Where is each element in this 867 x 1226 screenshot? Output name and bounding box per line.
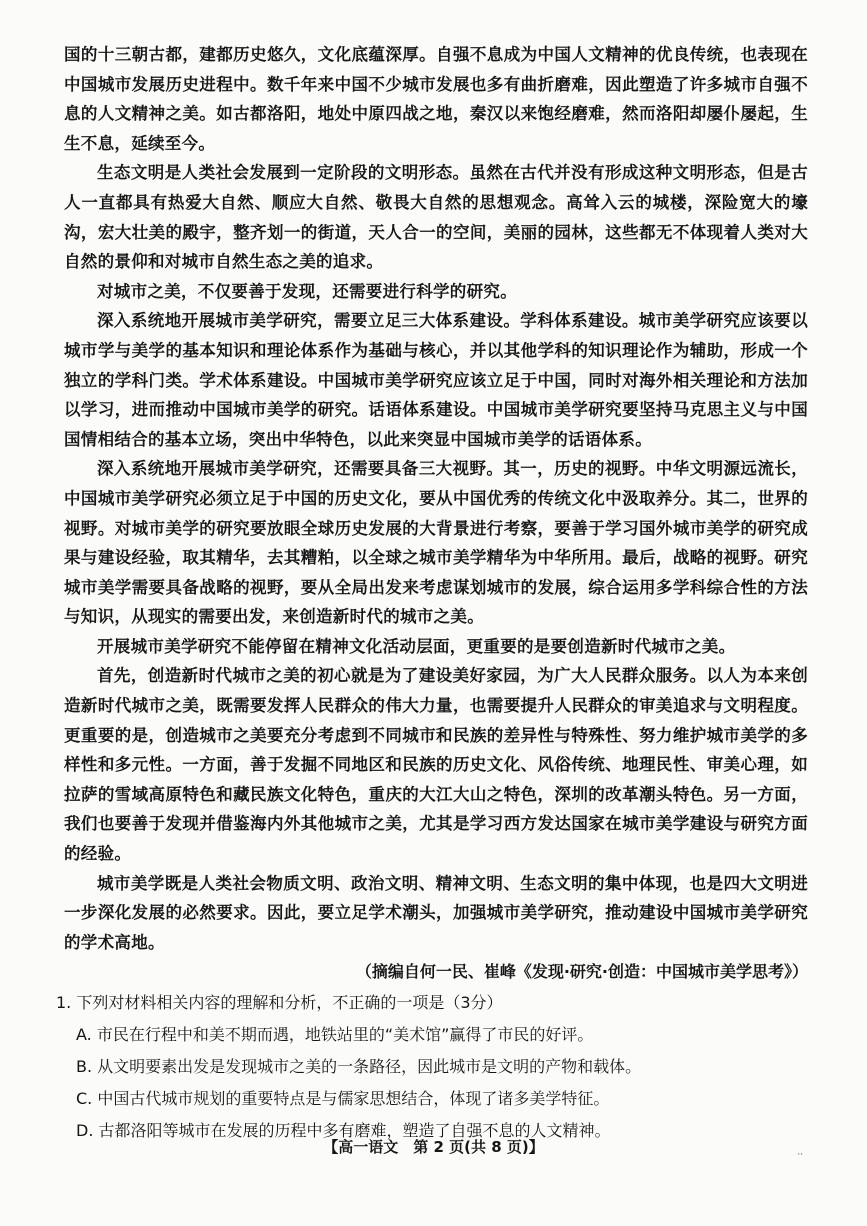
question-stem: 1. 下列对材料相关内容的理解和分析，不正确的一项是（3分） [56, 993, 503, 1013]
page-footer: 【高一语文 第 2 页(共 8 页)】 [323, 1138, 544, 1156]
paragraph-ecology: 生态文明是人类社会发展到一定阶段的文明形态。虽然在古代并没有形成这种文明形态，但是古人一直都具有热爱大自然、顺应大自然、敬畏大自然的思想观念。高耸入云的城楼，深险宽大的壕沟，宏大壮美的殿宇，整齐划一的街道，天人合一的空间，美丽的园林，这些都无不体现着人类对大自然的景仰和对城市自然生态之美的追求。 [64, 163, 808, 272]
paragraph-continuation: 国的十三朝古都，建都历史悠久，文化底蕴深厚。自强不息成为中国人文精神的优良传统，也表现在中国城市发展历史进程中。数千年来中国不少城市发展也多有曲折磨难，因此塑造了许多城市自强不息的人文精神之美。如古都洛阳，地处中原四战之地，秦汉以来饱经磨难，然而洛阳却屡仆屡起，生生不息，延续至今。 [64, 45, 808, 153]
option-a: A. 市民在行程中和美不期而遇，地铁站里的“美术馆”赢得了市民的好评。 [76, 1025, 594, 1045]
corner-mark: ·· [797, 1150, 803, 1160]
paragraph-research-intro: 对城市之美，不仅要善于发现，还需要进行科学的研究。 [97, 281, 517, 301]
question-1 [56, 987, 808, 1147]
paragraph-three-perspectives: 深入系统地开展城市美学研究，还需要具备三大视野。其一，历史的视野。中华文明源远流长，中国城市美学研究必须立足于中国的历史文化，要从中国优秀的传统文化中汲取养分。其二，世界的视野。对城市美学的研究要放眼全球历史发展的大背景进行考察，要善于学习国外城市美学的研究成果与建设经验，取其精华，去其糟粕，以全球之城市美学精华为中华所用。最后，战略的视野。研究城市美学需要具备战略的视野，要从全局出发来考虑谋划城市的发展，综合运用多学科综合性的方法与知识，从现实的需要出发，来创造新时代的城市之美。 [64, 459, 808, 627]
paragraph-three-systems: 深入系统地开展城市美学研究，需要立足三大体系建设。学科体系建设。城市美学研究应该要以城市学与美学的基本知识和理论体系作为基础与核心，并以其他学科的知识理论作为辅助，形成一个独立的学科门类。学术体系建设。中国城市美学研究应该立足于中国，同时对海外相关理论和方法加以学习，进而推动中国城市美学的研究。话语体系建设。中国城市美学研究要坚持马克思主义与中国国情相结合的基本立场，突出中华特色，以此来突显中国城市美学的话语体系。 [64, 311, 808, 449]
document-page [56, 40, 808, 1147]
paragraph-conclusion: 城市美学既是人类社会物质文明、政治文明、精神文明、生态文明的集中体现，也是四大文明进一步深化发展的必然要求。因此，要立足学术潮头，加强城市美学研究，推动建设中国城市美学研究的学术高地。 [64, 873, 808, 952]
paragraph-first: 首先，创造新时代城市之美的初心就是为了建设美好家园，为广大人民群众服务。以人为本来创造新时代城市之美，既需要发挥人民群众的伟大力量，也需要提升人民群众的审美追求与文明程度。更重要的是，创造城市之美要充分考虑到不同城市和民族的差异性与特殊性、努力维护城市美学的多样性和多元性。一方面，善于发掘不同地区和民族的历史文化、风俗传统、地理民性、审美心理，如拉萨的雪域高原特色和藏民族文化特色，重庆的大江大山之特色，深圳的改革潮头特色。另一方面，我们也要善于发现并借鉴海内外其他城市之美，尤其是学习西方发达国家在城市美学建设与研究方面的经验。 [64, 666, 808, 864]
option-d: D. 古都洛阳等城市在发展的历程中多有磨难，塑造了自强不息的人文精神。 [76, 1121, 611, 1141]
paragraph-create-beauty: 开展城市美学研究不能停留在精神文化活动层面，更重要的是要创造新时代城市之美。 [97, 636, 736, 656]
source-citation: （摘编自何一民、崔峰《发现·研究·创造：中国城市美学思考》） [355, 962, 808, 982]
option-b: B. 从文明要素出发是发现城市之美的一条路径，因此城市是文明的产物和载体。 [76, 1057, 642, 1077]
option-c: C. 中国古代城市规划的重要特点是与儒家思想结合，体现了诸多美学特征。 [76, 1089, 610, 1109]
